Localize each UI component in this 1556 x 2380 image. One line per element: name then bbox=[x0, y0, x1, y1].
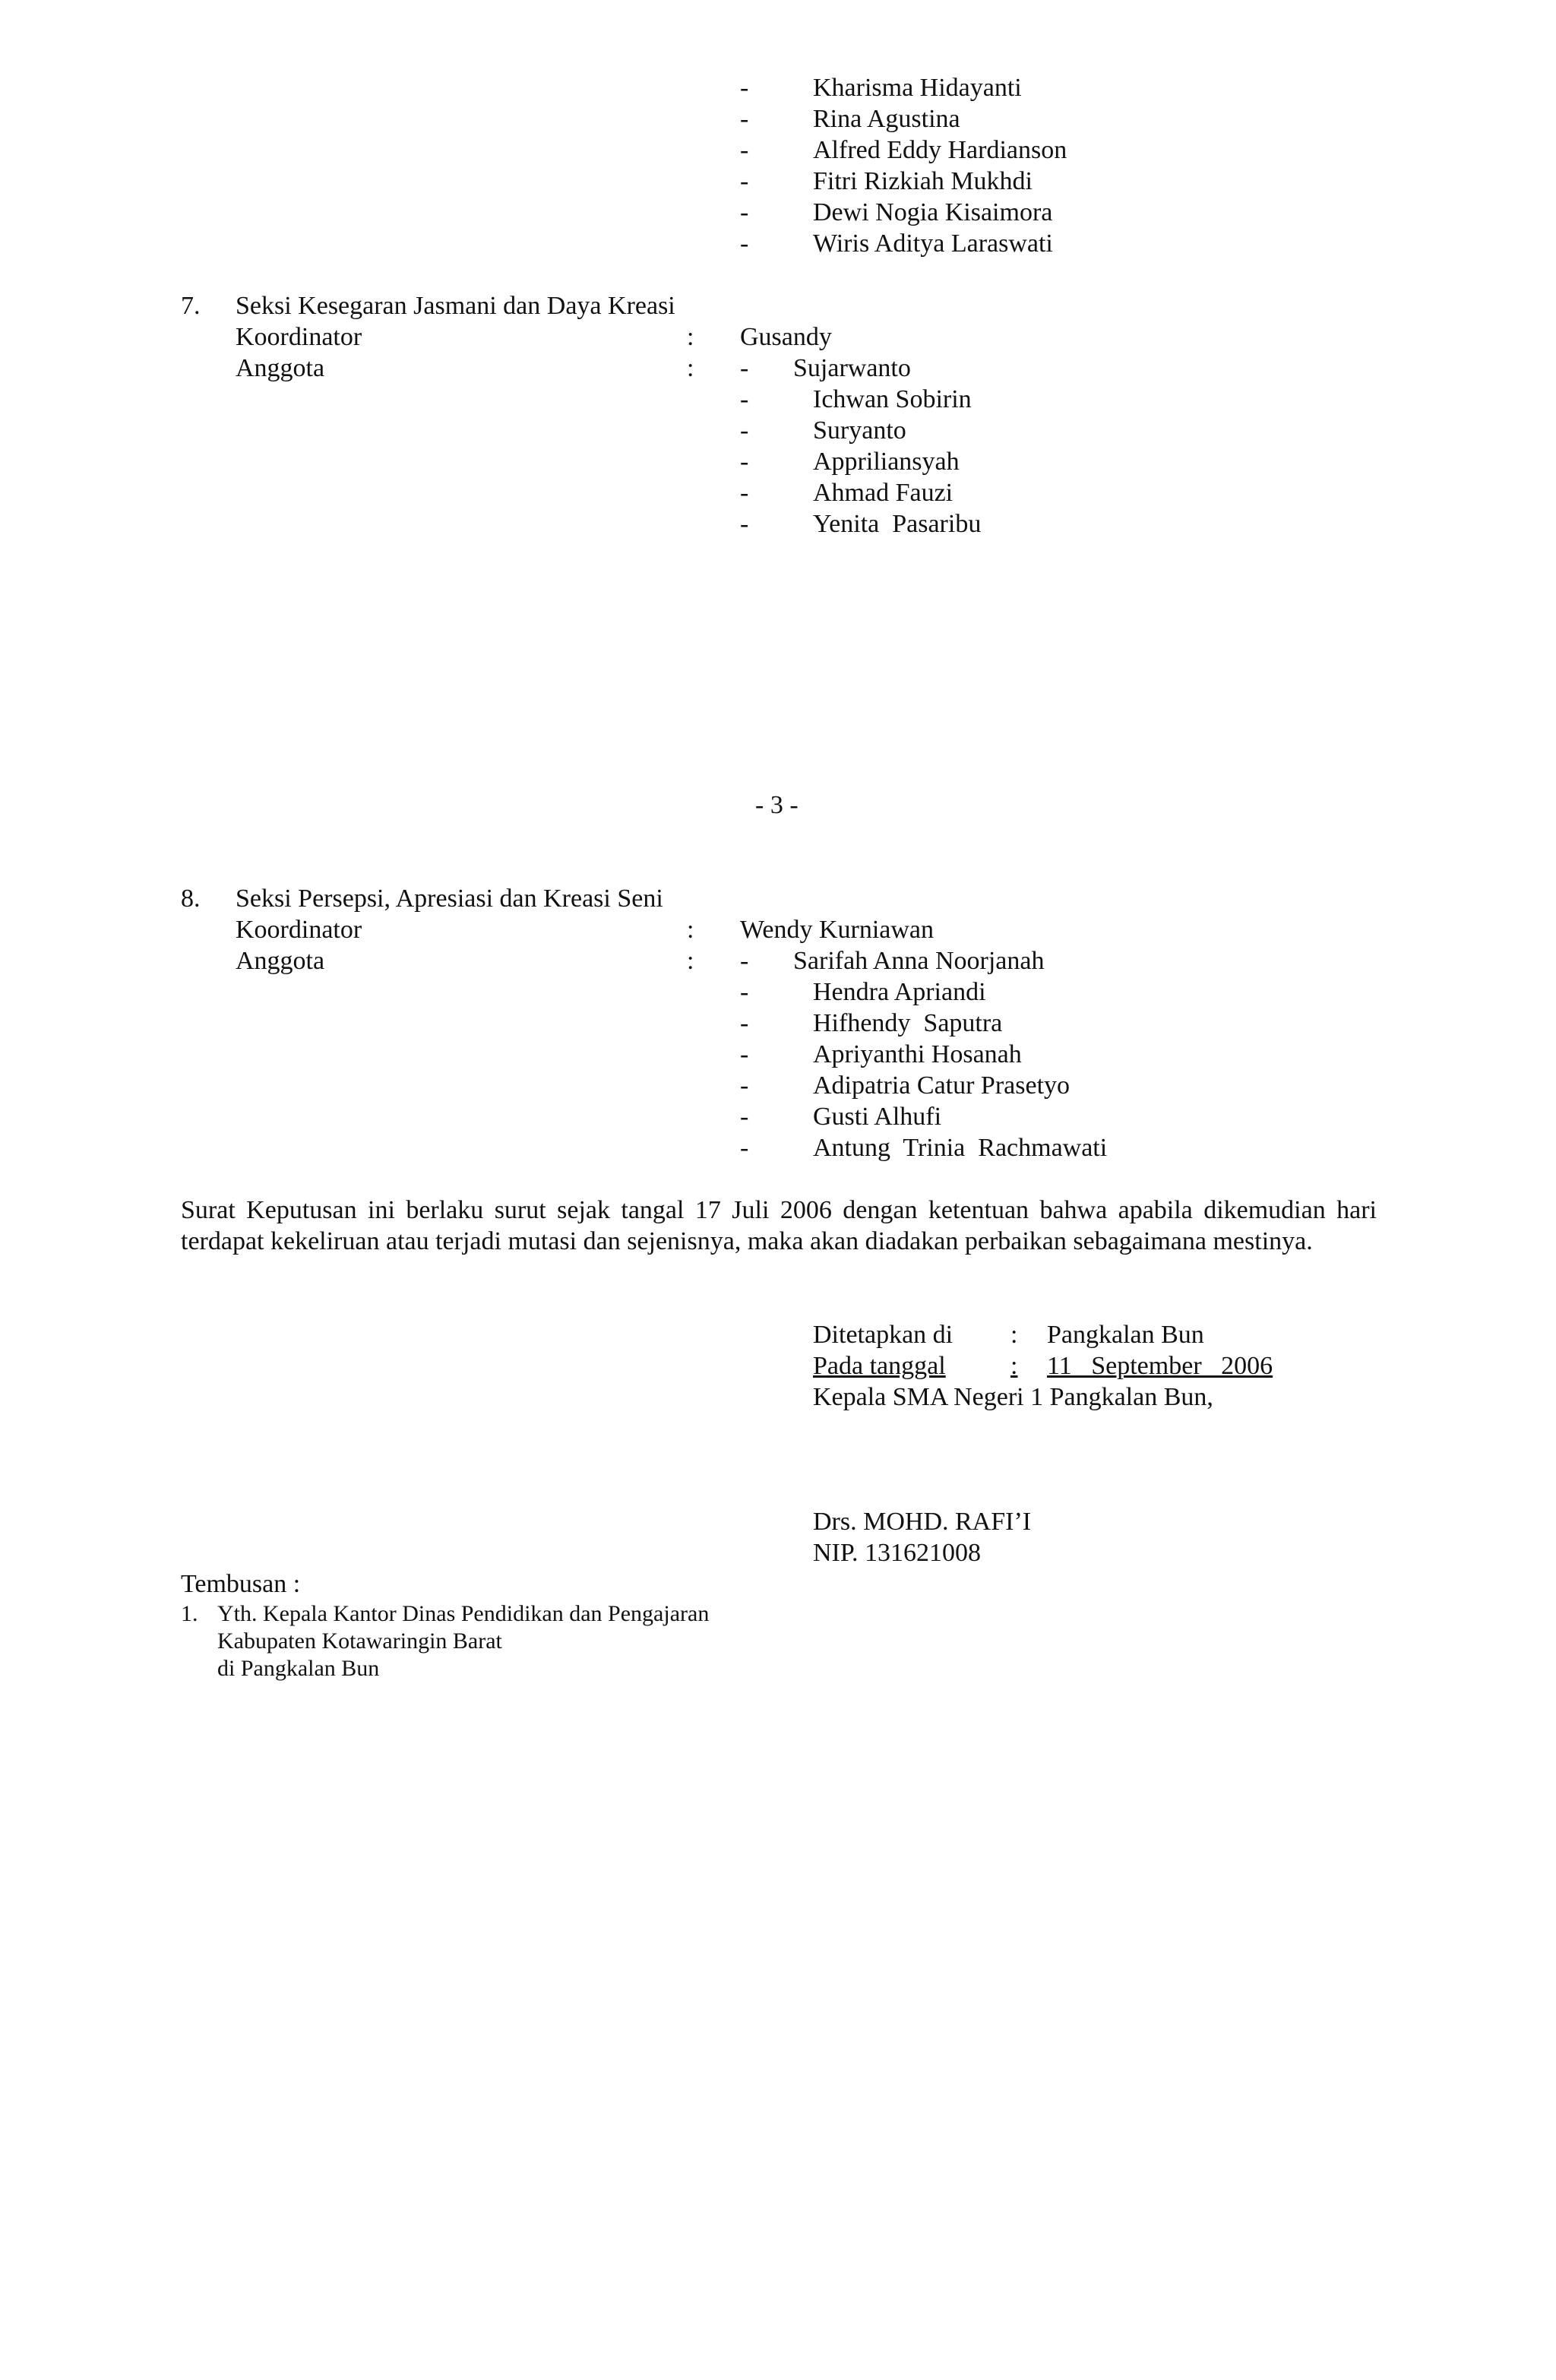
signatory-position: Kepala SMA Negeri 1 Pangkalan Bun, bbox=[813, 1383, 1213, 1411]
section-8-coordinator-colon: : bbox=[687, 916, 694, 944]
section-8-coordinator-label: Koordinator bbox=[236, 916, 362, 944]
section-7-member-dash: - bbox=[740, 385, 749, 413]
section-7-members-colon: : bbox=[687, 354, 694, 382]
section-7-member-name: Ahmad Fauzi bbox=[813, 479, 954, 507]
date-value: 11 September 2006 bbox=[1047, 1352, 1273, 1380]
section-7-member-dash: - bbox=[740, 448, 749, 476]
cc-line: Kabupaten Kotawaringin Barat bbox=[217, 1628, 502, 1654]
place-label: Ditetapkan di bbox=[813, 1321, 954, 1349]
continued-member-dash: - bbox=[740, 136, 749, 164]
section-7-first-member-dash: - bbox=[740, 354, 749, 382]
section-8-title: Seksi Persepsi, Apresiasi dan Kreasi Seni bbox=[236, 885, 663, 913]
section-8-member-dash: - bbox=[740, 1009, 749, 1037]
section-7-number: 7. bbox=[181, 292, 201, 320]
section-8-members-colon: : bbox=[687, 947, 694, 975]
page-number: - 3 - bbox=[755, 791, 799, 819]
continued-member-name: Alfred Eddy Hardianson bbox=[813, 136, 1067, 164]
section-8-member-dash: - bbox=[740, 1134, 749, 1162]
continued-member-name: Kharisma Hidayanti bbox=[813, 74, 1022, 102]
cc-number: 1. bbox=[181, 1601, 198, 1626]
section-8-member-name: Apriyanthi Hosanah bbox=[813, 1040, 1022, 1068]
cc-line: Yth. Kepala Kantor Dinas Pendidikan dan Pengajaran bbox=[217, 1601, 710, 1626]
continued-member-name: Wiris Aditya Laraswati bbox=[813, 229, 1053, 258]
date-label: Pada tanggal bbox=[813, 1352, 946, 1380]
section-7-member-dash: - bbox=[740, 416, 749, 445]
continued-member-name: Fitri Rizkiah Mukhdi bbox=[813, 167, 1033, 195]
continued-member-dash: - bbox=[740, 198, 749, 226]
cc-title: Tembusan : bbox=[181, 1570, 301, 1598]
section-7-member-name: Appriliansyah bbox=[813, 448, 960, 476]
signatory-nip: NIP. 131621008 bbox=[813, 1539, 982, 1567]
date-colon: : bbox=[1010, 1352, 1018, 1380]
section-7-member-name: Yenita Pasaribu bbox=[813, 510, 982, 538]
section-7-members-label: Anggota bbox=[236, 354, 325, 382]
continued-member-dash: - bbox=[740, 74, 749, 102]
section-8-coordinator: Wendy Kurniawan bbox=[740, 916, 935, 944]
section-8-member-dash: - bbox=[740, 1071, 749, 1100]
section-8-first-member-dash: - bbox=[740, 947, 749, 975]
section-8-member-name: Gusti Alhufi bbox=[813, 1103, 942, 1131]
section-8-member-name: Adipatria Catur Prasetyo bbox=[813, 1071, 1071, 1100]
section-8-member-name: Antung Trinia Rachmawati bbox=[813, 1134, 1108, 1162]
continued-member-dash: - bbox=[740, 105, 749, 133]
section-8-member-dash: - bbox=[740, 1103, 749, 1131]
section-8-member-dash: - bbox=[740, 1040, 749, 1068]
continued-member-name: Dewi Nogia Kisaimora bbox=[813, 198, 1053, 226]
section-8-member-dash: - bbox=[740, 978, 749, 1006]
section-8-member-name: Hendra Apriandi bbox=[813, 978, 986, 1006]
continued-member-name: Rina Agustina bbox=[813, 105, 960, 133]
signatory-name: Drs. MOHD. RAFI’I bbox=[813, 1508, 1032, 1536]
continued-member-dash: - bbox=[740, 167, 749, 195]
section-8-number: 8. bbox=[181, 885, 201, 913]
continued-member-dash: - bbox=[740, 229, 749, 258]
section-7-title: Seksi Kesegaran Jasmani dan Daya Kreasi bbox=[236, 292, 675, 320]
section-7-first-member: Sujarwanto bbox=[793, 354, 911, 382]
section-7-coordinator-label: Koordinator bbox=[236, 323, 362, 351]
place-colon: : bbox=[1010, 1321, 1018, 1349]
section-7-member-dash: - bbox=[740, 479, 749, 507]
section-8-members-label: Anggota bbox=[236, 947, 325, 975]
section-7-member-name: Ichwan Sobirin bbox=[813, 385, 972, 413]
place-value: Pangkalan Bun bbox=[1047, 1321, 1204, 1349]
section-7-member-name: Suryanto bbox=[813, 416, 906, 445]
cc-line: di Pangkalan Bun bbox=[217, 1656, 380, 1681]
section-8-first-member: Sarifah Anna Noorjanah bbox=[793, 947, 1045, 975]
section-7-coordinator-colon: : bbox=[687, 323, 694, 351]
closing-paragraph: Surat Keputusan ini berlaku surut sejak tangal 17 Juli 2006 dengan ketentuan bahwa apabila dikemudian hari terdapat kekeliruan atau terjadi mutasi dan sejenisnya, maka akan diadakan perbaikan sebagaimana mestinya. bbox=[181, 1196, 1377, 1255]
section-8-member-name: Hifhendy Saputra bbox=[813, 1009, 1003, 1037]
section-7-member-dash: - bbox=[740, 510, 749, 538]
section-7-coordinator: Gusandy bbox=[740, 323, 832, 351]
